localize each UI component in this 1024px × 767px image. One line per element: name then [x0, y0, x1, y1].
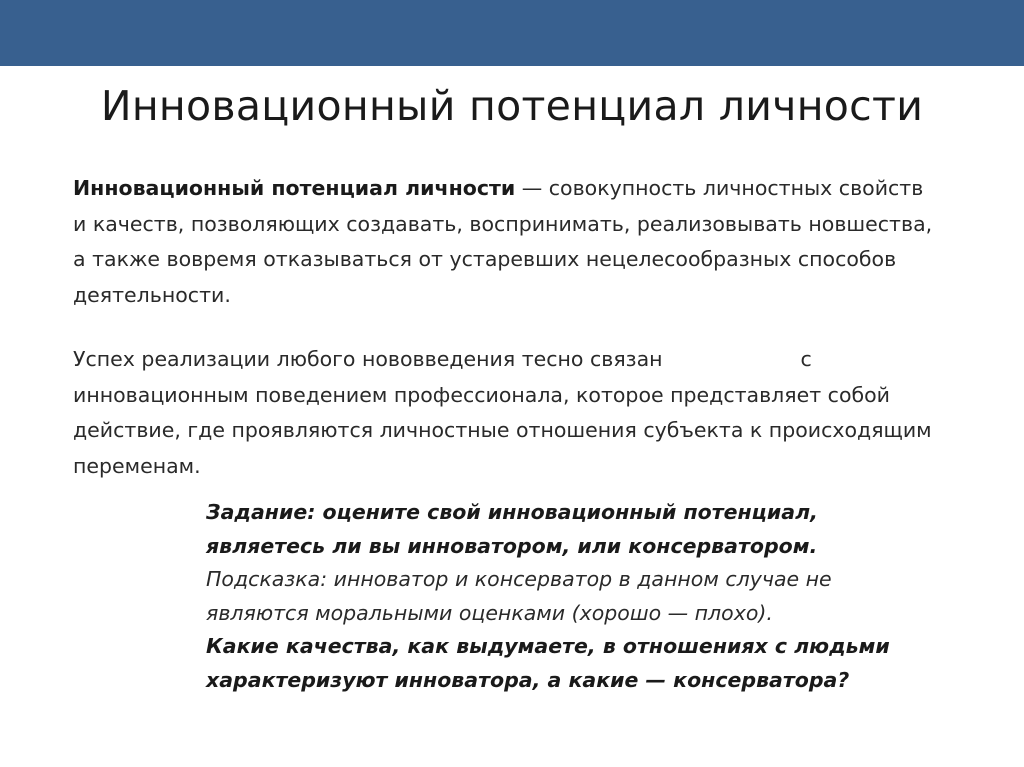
success-text-part3: инновационным поведением профессионала, которое представляет собой действие, где проявляются личностные отношения субъекта к происходящим переменам.: [73, 382, 932, 478]
question-line-2: характеризуют инноватора, а какие — консерватора?: [206, 667, 850, 692]
hint-line-2: являются моральными оценками (хорошо — плохо).: [206, 600, 773, 625]
header-band: [0, 0, 1024, 66]
hint-line-1: Подсказка: инноватор и консерватор в данном случае не: [206, 567, 832, 591]
task-line-1: Задание: оцените свой инновационный потенциал,: [206, 500, 818, 524]
question-line-1: Какие качества, как выдумаете, в отношениях с людьми: [206, 634, 890, 658]
definition-term: Инновационный потенциал личности: [73, 176, 516, 200]
success-text-part1: Успех реализации любого нововведения тесно связан: [73, 347, 663, 371]
slide-title: Инновационный потенциал личности: [100, 82, 924, 130]
success-paragraph: [73, 342, 933, 484]
task-block: [206, 496, 986, 697]
definition-text: — совокупность личностных свойств и качеств, позволяющих создавать, воспринимать, реализовывать новшества, а также вовремя отказываться от устаревших нецелесообразных способов деятельности.: [73, 176, 933, 307]
success-text-part2: с: [800, 347, 812, 371]
definition-paragraph: [73, 171, 933, 313]
task-line-2: являетесь ли вы инноватором, или консерватором.: [206, 533, 818, 558]
